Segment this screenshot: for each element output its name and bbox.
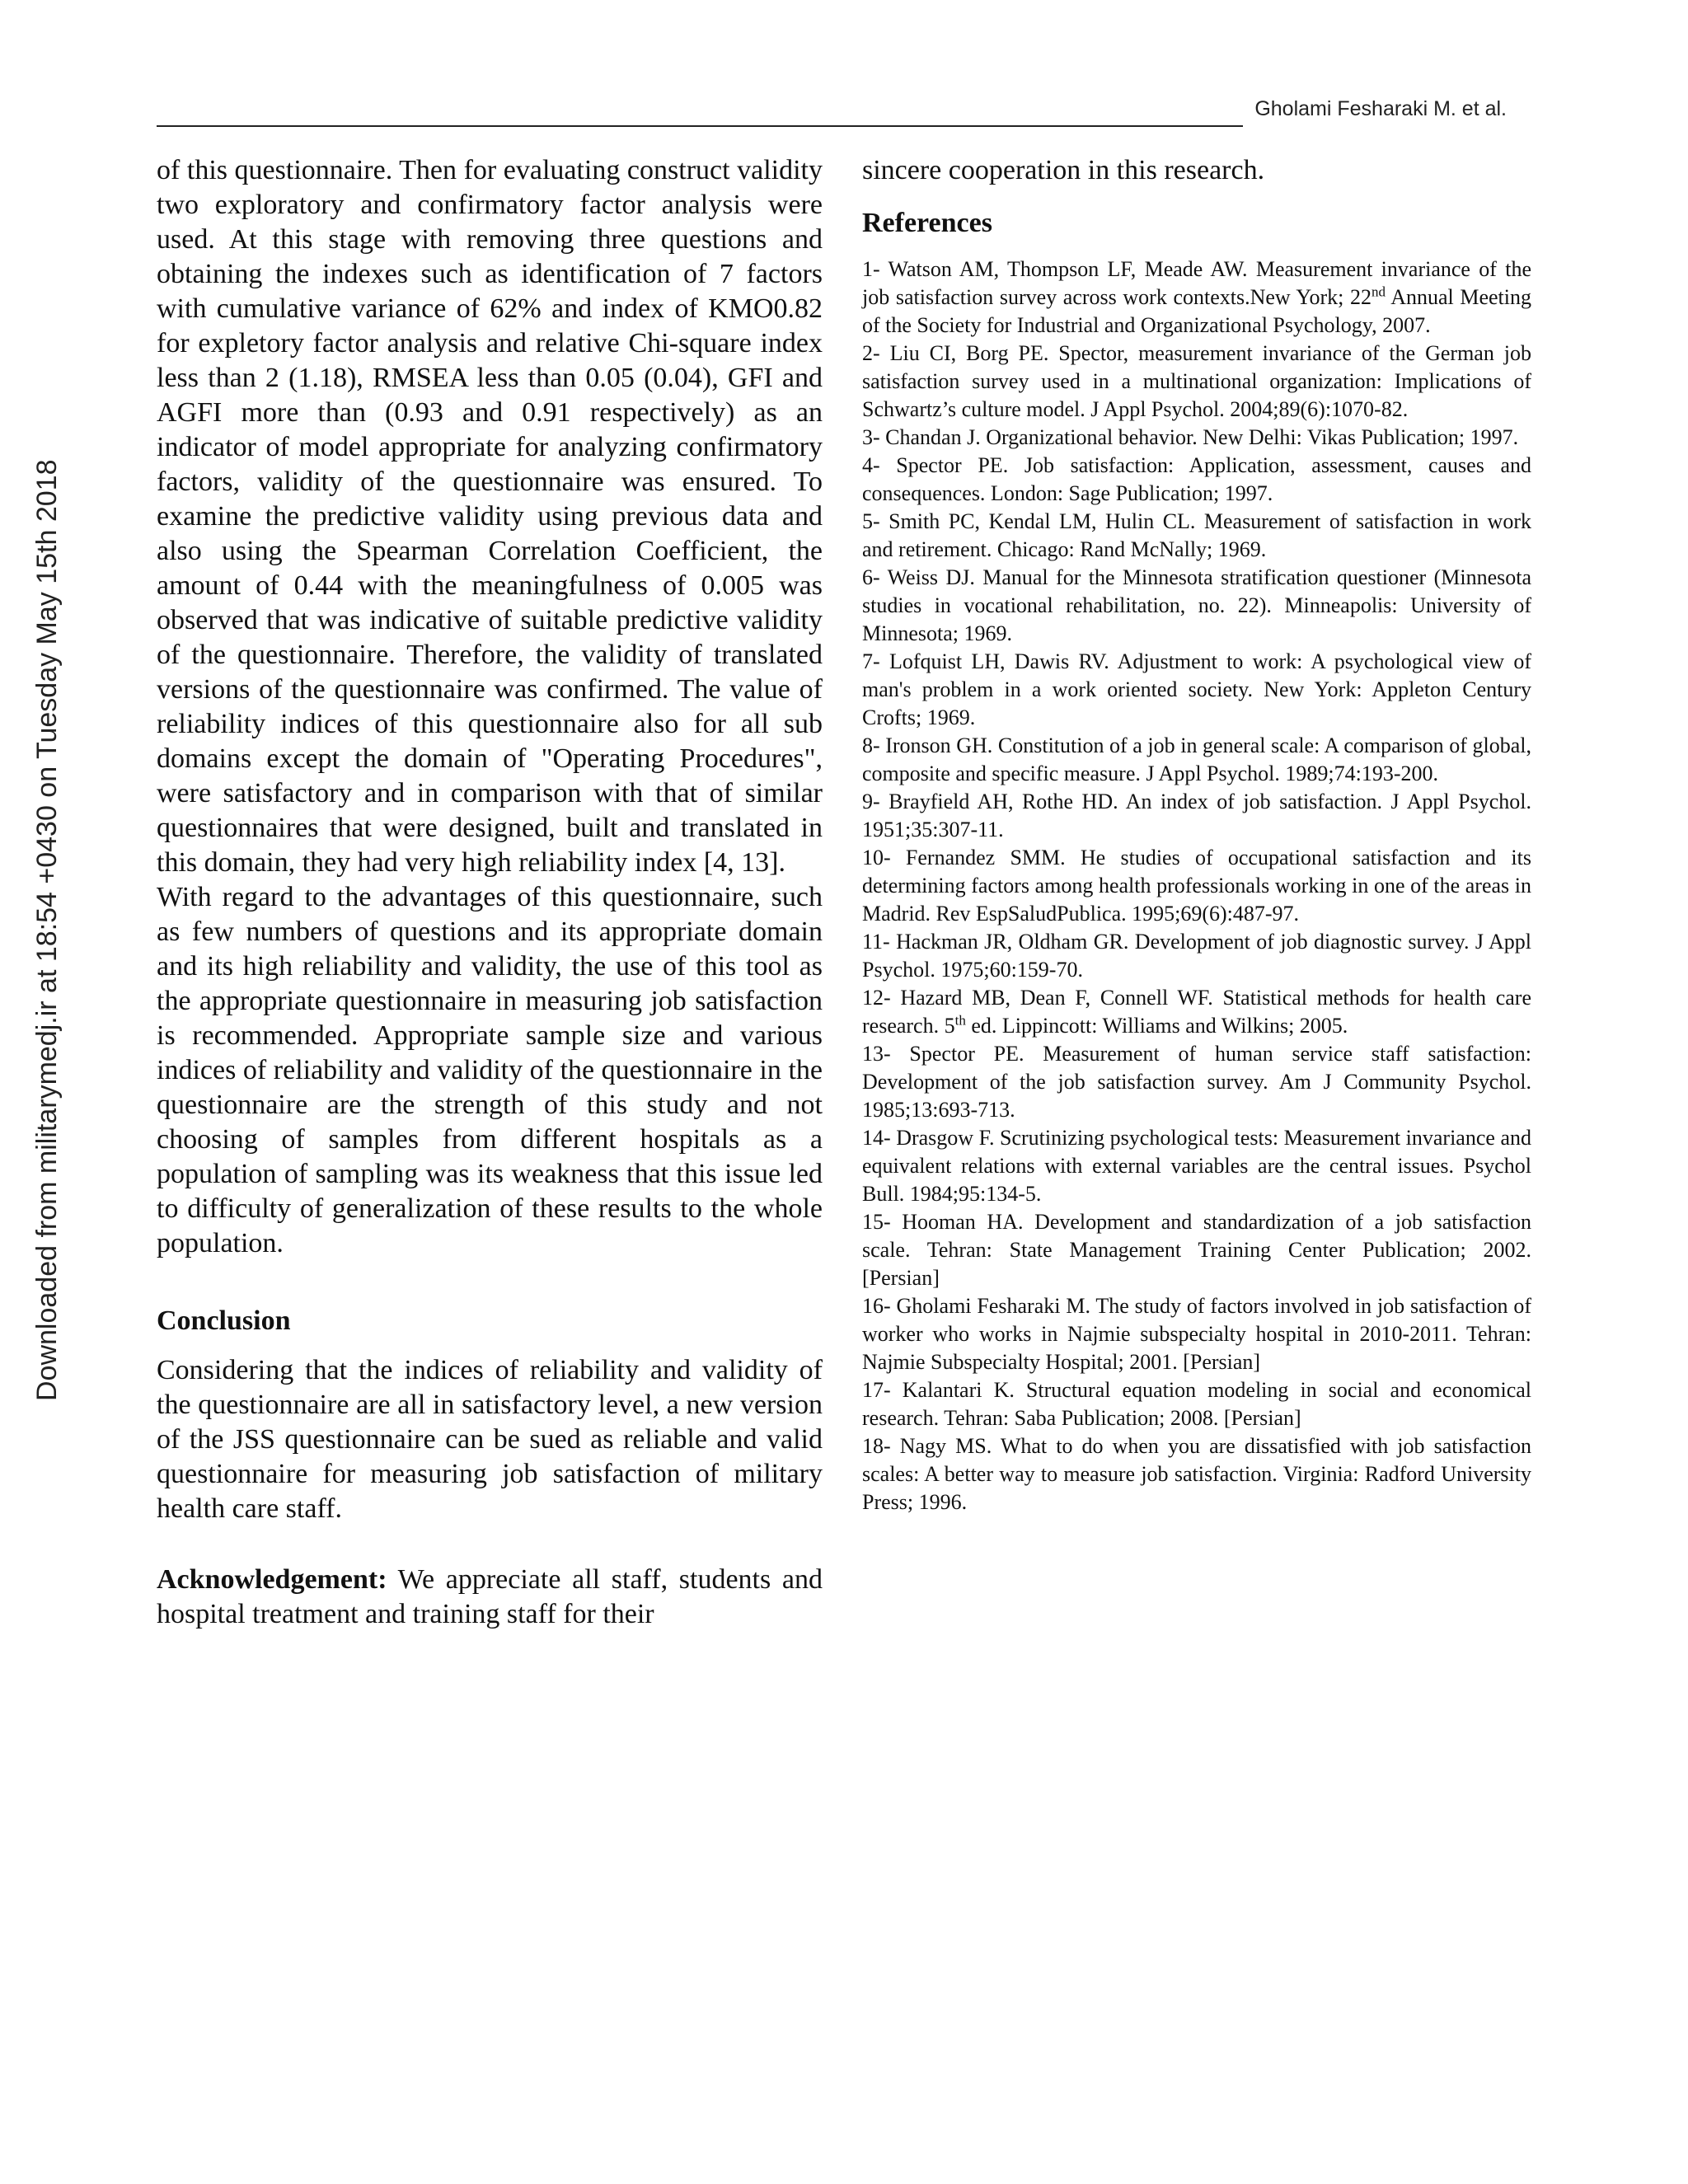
acknowledgement-paragraph bbox=[157, 1563, 823, 1632]
reference-text: Annual Meeting of the Society for Industrial and Organizational Psychology, 2007. bbox=[862, 285, 1531, 337]
reference-item bbox=[862, 255, 1531, 340]
reference-item: 4- Spector PE. Job satisfaction: Application, assessment, causes and consequences. London: Sage Publication; 1997. bbox=[862, 453, 1531, 505]
reference-item: 6- Weiss DJ. Manual for the Minnesota stratification questioner (Minnesota studies in vocational rehabilitation, no. 22). Minneapolis: University of Minnesota; 1969. bbox=[862, 565, 1531, 645]
reference-text: 12- Hazard MB, Dean F, Connell WF. Statistical methods for health care research. 5 bbox=[862, 986, 1531, 1038]
reference-item: 2- Liu CI, Borg PE. Spector, measurement invariance of the German job satisfaction survey used in a multinational organization: Implications of Schwartz’s culture model. J Appl Psychol. 2004;89(6):1070-82. bbox=[862, 341, 1531, 421]
acknowledgement-label: Acknowledgement: bbox=[157, 1564, 387, 1595]
left-column bbox=[157, 153, 823, 1632]
reference-superscript: th bbox=[954, 1012, 966, 1029]
watermark-text: Downloaded from militarymedj.ir at 18:54 +0430 on Tuesday May 15th 2018 bbox=[31, 459, 63, 1401]
reference-item: 14- Drasgow F. Scrutinizing psychological tests: Measurement invariance and equivalent relations with external variables are the central issues. Psychol Bull. 1984;95:134-5. bbox=[862, 1126, 1531, 1206]
reference-item bbox=[862, 984, 1531, 1040]
conclusion-paragraph: Considering that the indices of reliability and validity of the questionnaire are all in satisfactory level, a new version of the JSS questionnaire can be sued as reliable and valid questionnaire for measuring job satisfaction of military health care staff. bbox=[157, 1355, 823, 1524]
references-heading: References bbox=[862, 208, 992, 238]
reference-text: ed. Lippincott: Williams and Wilkins; 2005. bbox=[965, 1014, 1348, 1038]
reference-list bbox=[862, 255, 1531, 1516]
body-paragraph: With regard to the advantages of this questionnaire, such as few numbers of questions and its appropriate domain and its high reliability and validity, the use of this tool as the appropriate questionnaire in measuring job satisfaction is recommended. Appropriate sample size and various indices of reliability and validity of the questionnaire in the questionnaire are the strength of this study and not choosing of samples from different hospitals as a population of sampling was its weakness that this issue led to difficulty of generalization of these results to the whole population. bbox=[157, 882, 823, 1258]
reference-item: 3- Chandan J. Organizational behavior. New Delhi: Vikas Publication; 1997. bbox=[862, 425, 1519, 449]
acknowledgement-text: We appreciate all staff, students and hospital treatment and training staff for their bbox=[157, 1564, 823, 1629]
conclusion-heading: Conclusion bbox=[157, 1305, 291, 1336]
reference-item: 15- Hooman HA. Development and standardization of a job satisfaction scale. Tehran: State Management Training Center Publication; 2002. [Persian] bbox=[862, 1210, 1531, 1290]
reference-text: 1- Watson AM, Thompson LF, Meade AW. Measurement invariance of the job satisfaction survey across work contexts.New York; 22 bbox=[862, 257, 1531, 309]
reference-item: 16- Gholami Fesharaki M. The study of factors involved in job satisfaction of worker who works in Najmie subspecialty hospital in 2010-2011. Tehran: Najmie Subspecialty Hospital; 2001. [Persian] bbox=[862, 1294, 1531, 1374]
reference-item: 17- Kalantari K. Structural equation modeling in social and economical research. Tehran: Saba Publication; 2008. [Persian] bbox=[862, 1378, 1531, 1430]
continuation-text: sincere cooperation in this research. bbox=[862, 155, 1265, 185]
right-column bbox=[862, 153, 1531, 1516]
reference-item: 10- Fernandez SMM. He studies of occupational satisfaction and its determining factors among health professionals working in one of the areas in Madrid. Rev EspSaludPublica. 1995;69(6):487-97. bbox=[862, 846, 1531, 926]
reference-superscript: nd bbox=[1372, 284, 1386, 300]
header-rule bbox=[157, 125, 1243, 127]
reference-item: 11- Hackman JR, Oldham GR. Development of job diagnostic survey. J Appl Psychol. 1975;60:159-70. bbox=[862, 930, 1531, 982]
body-paragraph: of this questionnaire. Then for evaluating construct validity two exploratory and confirmatory factor analysis were used. At this stage with removing three questions and obtaining the indexes such as identification of 7 factors with cumulative variance of 62% and index of KMO0.82 for expletory factor analysis and relative Chi-square index less than 2 (1.18), RMSEA less than 0.05 (0.04), GFI and AGFI more than (0.93 and 0.91 respectively) as an indicator of model appropriate for analyzing confirmatory factors, validity of the questionnaire was ensured. To examine the predictive validity using previous data and also using the Spearman Correlation Coefficient, the amount of 0.44 with the meaningfulness of 0.005 was observed that was indicative of suitable predictive validity of the questionnaire. Therefore, the validity of translated versions of the questionnaire was confirmed. The value of reliability indices of this questionnaire also for all sub domains except the domain of "Operating Procedures", were satisfactory and in comparison with that of similar questionnaires that were designed, built and translated in this domain, they had very high reliability index [4, 13]. bbox=[157, 155, 823, 878]
reference-item: 18- Nagy MS. What to do when you are dissatisfied with job satisfaction scales: A better way to measure job satisfaction. Virginia: Radford University Press; 1996. bbox=[862, 1434, 1531, 1514]
running-header-author: Gholami Fesharaki M. et al. bbox=[1254, 97, 1507, 120]
reference-item: 9- Brayfield AH, Rothe HD. An index of job satisfaction. J Appl Psychol. 1951;35:307-11. bbox=[862, 790, 1531, 841]
reference-item: 5- Smith PC, Kendal LM, Hulin CL. Measurement of satisfaction in work and retirement. Chicago: Rand McNally; 1969. bbox=[862, 509, 1531, 561]
reference-item: 13- Spector PE. Measurement of human service staff satisfaction: Development of the job satisfaction survey. Am J Community Psychol. 1985;13:693-713. bbox=[862, 1042, 1531, 1122]
reference-item: 8- Ironson GH. Constitution of a job in general scale: A comparison of global, composite and specific measure. J Appl Psychol. 1989;74:193-200. bbox=[862, 733, 1531, 785]
reference-item: 7- Lofquist LH, Dawis RV. Adjustment to work: A psychological view of man's problem in a work oriented society. New York: Appleton Century Crofts; 1969. bbox=[862, 649, 1531, 729]
